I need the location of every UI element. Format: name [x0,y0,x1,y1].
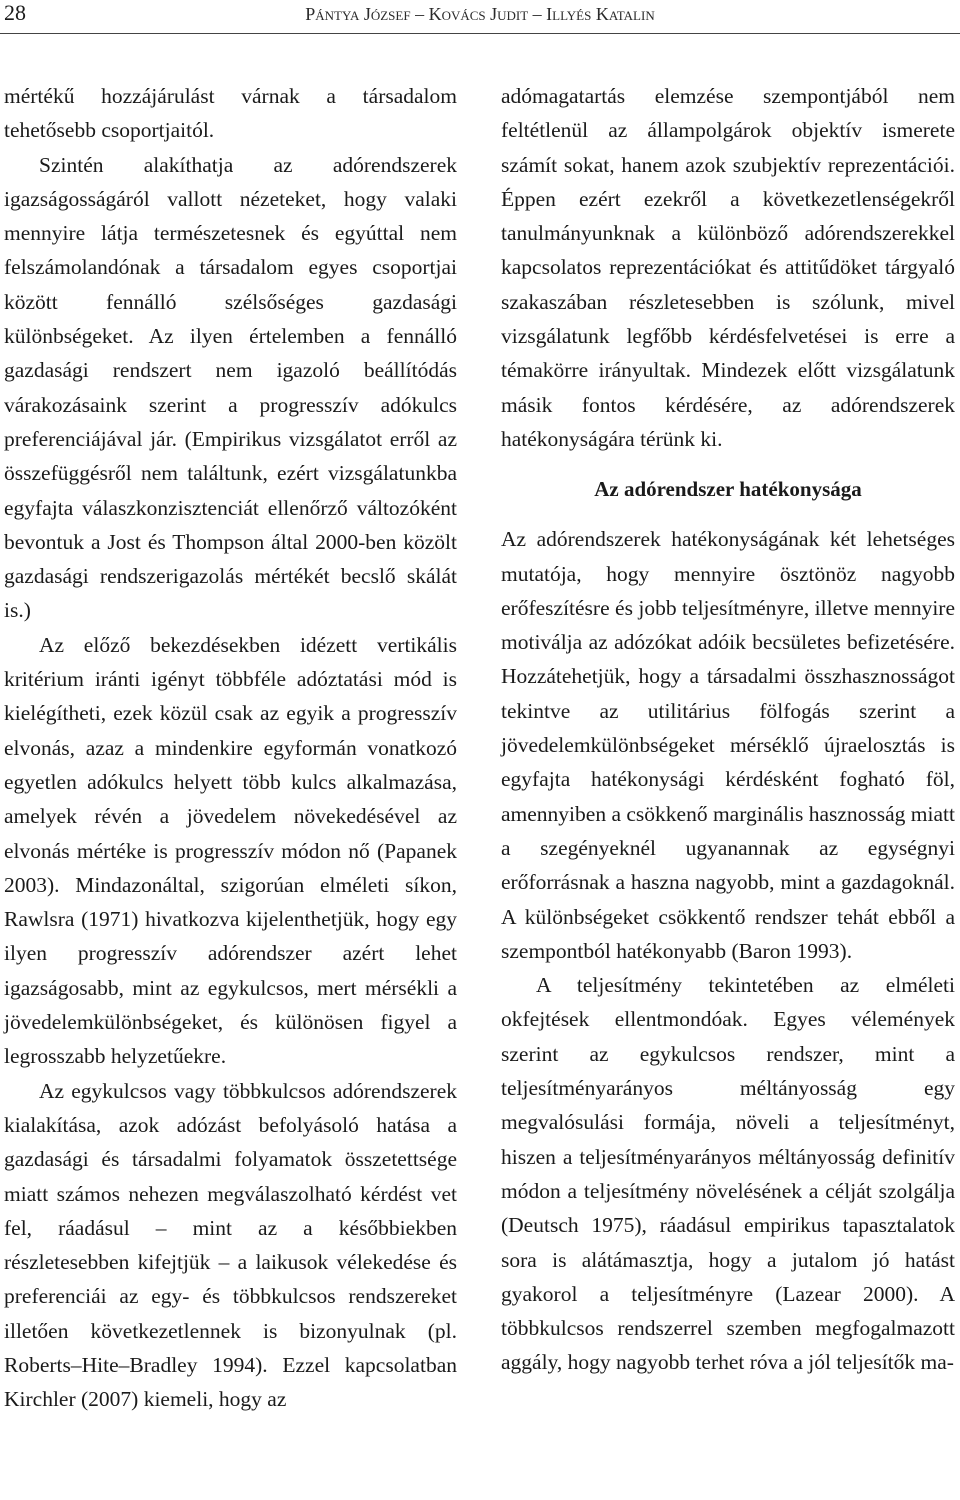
paragraph: Az előző bekezdésekben idézett vertikális kritérium iránti igényt többféle adóztatási mód is kielégítheti, ezek közül csak az egyik a progresszív elvonás, azaz a mindenkire egyformán vonatkozó egyetlen adókulcs helyett több kulcs alkalmazása, amelyek révén a jövedelem növekedésével az elvonás mértéke is progresszív módon nő (Papanek 2003). Mindazonáltal, szigorúan elméleti síkon, Rawlsra (1971) hivatkozva kijelenthetjük, hogy egy ilyen progresszív adórendszer azért lehet igazságosabb, mint az egykulcsos, mert mérsékli a jövedelemkülönbségeket, és különösen figyel a legrosszabb helyzetűekre. [4,632,457,1069]
paragraph: adómagatartás elemzése szempontjából nem feltétlenül az állampolgárok objektív ismerete számít sokat, hanem azok szubjektív reprezentációi. Éppen ezért ezekről a következetlenségekről tanulmányunknak a különböző adórendszerekkel kapcsolatos reprezentációkat és attitűdöket tárgyaló szakaszában részletesebben is szólunk, mivel vizsgálatunk legfőbb kérdésfelvetései is erre a témakörre irányultak. Mindezek előtt vizsgálatunk másik fontos kérdésére, az adórendszerek hatékonyságára térünk ki. [501,84,955,451]
paragraph: A teljesítmény tekintetében az elméleti okfejtések ellentmondóak. Egyes vélemények szerint az egykulcsos rendszer, mint a teljesítményarányos méltányosság egy megvalósulási formája, növeli a teljesítményt, hiszen a teljesítményarányos méltányosság definitív módon a teljesítmény növelésének a célját szolgálja (Deutsch 1975), ráadásul empirikus tapasztalatok sora is alátámasztja, hogy a jutalom jó hatást gyakorol a teljesítményre (Lazear 2000). A többkulcsos rendszerrel szemben megfogalmazott aggály, hogy nagyobb terhet róva a jól teljesítők ma- [501,973,955,1375]
right-column [501,79,955,1380]
paragraph: Az adórendszerek hatékonyságának két lehetséges mutatója, hogy mennyire ösztönöz nagyobb erőfeszítésre és jobb teljesítményre, illetve mennyire motiválja az adózókat adóik becsületes befizetésére. Hozzátehetjük, hogy a társadalmi összhasznosságot tekintve az utilitárius fölfogás szerint a jövedelemkülönbségeket mérséklő újraelosztás is egyfajta hatékonysági kérdésként fogható föl, amennyiben a csökkenő marginális hasznosság miatt a szegényeknél ugyanannak az egységnyi erőforrásnak a haszna nagyobb, mint a gazdagoknál. A különbségeket csökkentő rendszer tehát ebből a szempontból hatékonyabb (Baron 1993). [501,527,955,963]
paragraph: mértékű hozzájárulást várnak a társadalom tehetősebb csoportjaitól. [4,84,457,143]
header-rule [0,33,960,34]
paragraph: Az egykulcsos vagy többkulcsos adórendszerek kialakítása, azok adózást befolyásoló hatása a gazdasági és társadalmi folyamatok összetettsége miatt számos nehezen megválaszolható kérdést vet fel, ráadásul – mint az a későbbiekben részletesebben kifejtjük – a laikusok vélekedése és preferenciái az egy- és többkulcsos rendszereket illetően következetlennek is bizonyulnak (pl. Roberts–Hite–Bradley 1994). Ezzel kapcsolatban Kirchler (2007) kiemeli, hogy az [4,1078,457,1412]
page-header [0,0,960,32]
left-column [4,79,457,1417]
page-number: 28 [4,0,26,25]
running-head: Pántya József – Kovács Judit – Illyés Katalin [305,4,655,24]
paragraph: Szintén alakíthatja az adórendszerek igazságosságáról vallott nézeteket, hogy valaki mennyire látja természetesnek és egyúttal nem felszámolandónak a társadalom egyes csoportjai között fennálló szélsőséges gazdasági különbségeket. Az ilyen értelemben a fennálló gazdasági rendszert nem igazoló beállítódás várakozásaink szerint a progresszív adókulcs preferenciájával jár. (Empirikus vizsgálatot erről az összefüggésről nem találtunk, ezért vizsgálatunkba egyfajta válaszkonzisztenciát ellenőrző változóként bevontuk a Jost és Thompson által 2000-ben közölt gazdasági rendszerigazolás mértékét becslő skálát is.) [4,152,457,623]
section-heading: Az adórendszer hatékonysága [594,477,862,502]
